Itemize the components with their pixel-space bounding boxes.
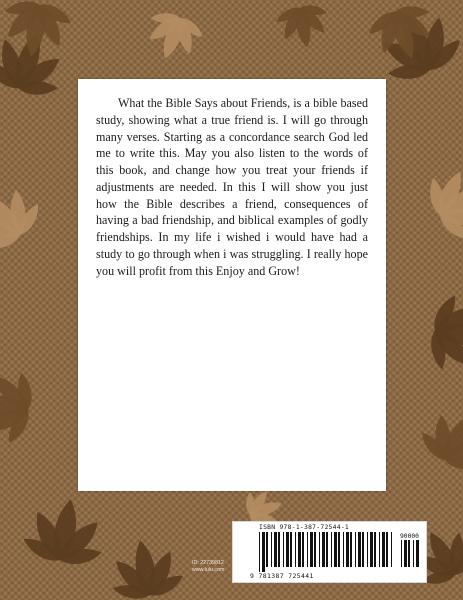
ean-digits: 9 781387 725441: [250, 572, 314, 580]
leaf-cluster-icon: [0, 363, 40, 448]
leaf-cluster-icon: [272, 0, 333, 52]
barcode-addon-bars: [399, 540, 421, 572]
leaf-cluster-icon: [411, 397, 463, 483]
description-panel: [78, 79, 386, 491]
book-description: What the Bible Says about Friends, is a bible based study, showing what a true friend is. I will go through many verses. Starting as a concordance search God led me to write this. May you also listen to the words of this book, and change how you treat your friends if adjustments are needed. In this I will show you just how the Bible describes a friend, consequences of having a bad friendship, and biblical examples of godly friendships. In my life i wished i would have had a study to go through when i was struggling. I really hope you will profit from this Enjoy and Grow!: [96, 96, 368, 278]
leaf-cluster-icon: [422, 290, 463, 380]
isbn-barcode: [232, 521, 427, 583]
leaf-cluster-icon: [0, 172, 51, 262]
id-number: ID: 22739812: [192, 560, 224, 566]
barcode-bars: [257, 532, 395, 572]
leaf-cluster-icon: [416, 155, 463, 251]
isbn-label: ISBN 978-1-387-72544-1: [259, 524, 350, 531]
leaf-cluster-icon: [138, 4, 209, 69]
website: www.lulu.com: [192, 567, 225, 573]
printer-id: [192, 560, 224, 574]
leaf-cluster-icon: [103, 534, 188, 600]
price-code: 90000: [400, 533, 419, 540]
leaf-cluster-icon: [18, 492, 112, 574]
